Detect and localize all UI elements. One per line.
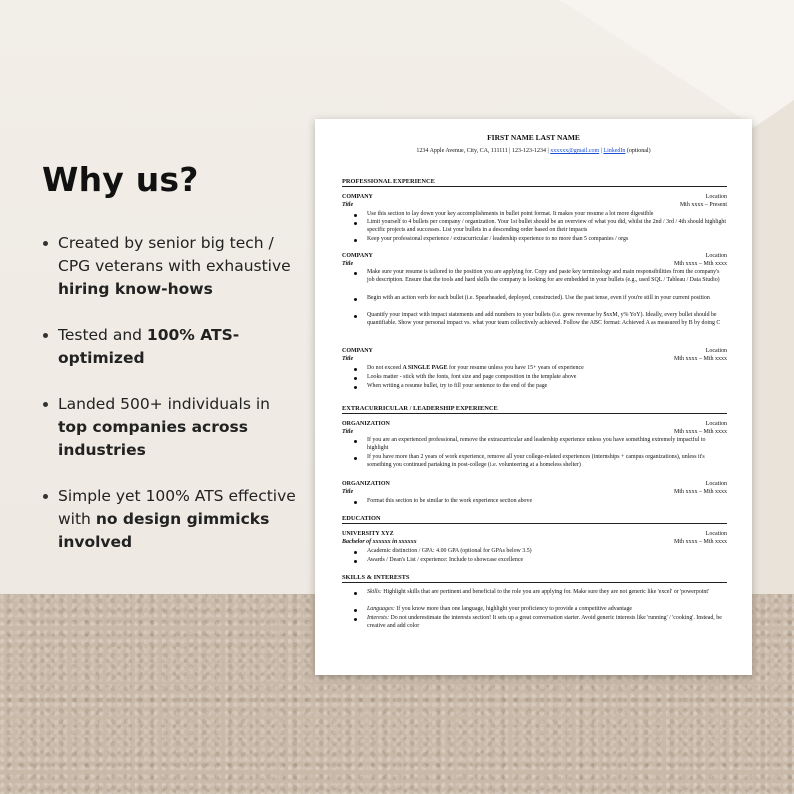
bullet-label: Interests: bbox=[367, 615, 390, 621]
benefit-text: Simple yet 100% ATS effective with bbox=[58, 487, 296, 528]
job-title: Title bbox=[342, 202, 354, 208]
company-name: COMPANY bbox=[342, 348, 373, 354]
resume-bullet: Limit yourself to 4 bullets per company / organization. Your 1st bullet should be an overview of what you did, whilst the 2nd / 3rd / 4th should highlight specific projects and successes. List your bullets in a descending order based on their impacts bbox=[367, 219, 727, 233]
resume-bullet: When writing a resume bullet, try to fill your sentence to the end of the page bbox=[367, 383, 727, 391]
resume-bullet: Academic distinction / GPA: 4.00 GPA (optional for GPAs below 3.5) bbox=[367, 548, 727, 556]
location: Location bbox=[705, 348, 727, 354]
company-name: COMPANY bbox=[342, 253, 373, 259]
resume-bullet bbox=[367, 589, 727, 597]
bullet-bold: A SINGLE PAGE bbox=[402, 365, 448, 371]
benefit-item bbox=[40, 324, 300, 370]
benefit-item bbox=[40, 485, 300, 554]
dates: Mth xxxx – Mth xxxx bbox=[673, 489, 727, 495]
bullet-text: If you know more than one language, highlight your proficiency to provide a competitive advantage bbox=[394, 606, 633, 612]
benefits-list bbox=[40, 232, 300, 577]
resume-bullet: Looks matter - stick with the fonts, font size and page composition in the template above bbox=[367, 374, 727, 382]
dates: Mth xxxx – Present bbox=[679, 202, 727, 208]
resume-bullet bbox=[367, 365, 727, 373]
resume-bullet: Format this section to be similar to the work experience section above bbox=[367, 498, 727, 506]
resume-bullet bbox=[367, 615, 727, 631]
benefit-bold: top companies across industries bbox=[58, 418, 248, 459]
organization-name: ORGANIZATION bbox=[342, 421, 390, 427]
benefit-item bbox=[40, 393, 300, 462]
resume-bullet: If you have more than 2 years of work experience, remove all your college-related experiences (internships + campus organizations), unless it's something you continued partaking in post-college (i.e. volunteering at a homeless shelter) bbox=[367, 454, 727, 470]
email-link[interactable]: xxxxxx@gmail.com bbox=[550, 148, 600, 154]
bullet-text: Highlight skills that are pertinent and beneficial to the role you are applying for. Make sure they are not generic like 'excel' or 'powerpoint' bbox=[381, 589, 710, 595]
contact-info: 1234 Apple Avenue, City, CA, 111111 | 123-123-1234 | bbox=[416, 148, 551, 154]
organization-name: ORGANIZATION bbox=[342, 481, 390, 487]
benefit-text: Landed 500+ individuals in bbox=[58, 395, 270, 413]
headline: Why us? bbox=[42, 160, 199, 199]
benefit-item bbox=[40, 232, 300, 301]
resume-name: FIRST NAME LAST NAME bbox=[487, 133, 580, 142]
resume-bullet bbox=[367, 606, 727, 614]
section-heading-education: EDUCATION bbox=[342, 515, 727, 524]
linkedin-link[interactable]: LinkedIn bbox=[603, 148, 626, 154]
location: Location bbox=[705, 481, 727, 487]
resume-bullet: Begin with an action verb for each bullet (i.e. Spearheaded, deployed, constructed). Use the past tense, even if you're still in your current position bbox=[367, 295, 727, 303]
company-name: COMPANY bbox=[342, 194, 373, 200]
contact-separator: | bbox=[599, 148, 604, 154]
resume-bullet: Make sure your resume is tailored to the position you are applying for. Copy and paste key terminology and main responsibilities from the company's job description. Ensure that the tools and hard skills the company is looking for are embedded in your bullets (e.g., used SQL / Tableau / Data Studio) bbox=[367, 269, 727, 285]
location: Location bbox=[705, 531, 727, 537]
bullet-text: Do not exceed bbox=[367, 365, 403, 371]
bullet-text: Do not underestimate the interests section! It sets up a great conversation starter. Avoid generic interests like 'running' / 'cooking'. Instead, be creative and add color bbox=[367, 615, 722, 629]
resume-bullet: Quantify your impact with impact statements and add numbers to your bullets (i.e. grew revenue by $xxM, y% YoY). Ideally, every bullet should be quantifiable. Show your personal impact vs. what your team collectively achieved. Follow the ABC format: Achieved A as measured by B by doing C bbox=[367, 312, 727, 328]
benefit-text: Created by senior big tech / CPG veterans with exhaustive bbox=[58, 234, 291, 275]
job-title: Title bbox=[342, 429, 354, 435]
location: Location bbox=[705, 253, 727, 259]
job-title: Title bbox=[342, 489, 354, 495]
benefit-bold: no design gimmicks involved bbox=[58, 510, 270, 551]
dates: Mth xxxx – Mth xxxx bbox=[673, 261, 727, 267]
resume-bullet: Awards / Dean's List / experience: Include to showcase excellence bbox=[367, 557, 727, 565]
bullet-label: Skills: bbox=[367, 589, 382, 595]
resume-bullet: If you are an experienced professional, remove the extracurricular and leadership experience unless you have something extremely impactful to highlight bbox=[367, 437, 727, 453]
dates: Mth xxxx – Mth xxxx bbox=[673, 539, 727, 545]
section-heading-skills: SKILLS & INTERESTS bbox=[342, 574, 727, 583]
section-heading-extracurricular: EXTRACURRICULAR / LEADERSHIP EXPERIENCE bbox=[342, 405, 727, 414]
job-title: Title bbox=[342, 356, 354, 362]
location: Location bbox=[705, 194, 727, 200]
school-name: UNIVERSITY XYZ bbox=[342, 531, 394, 537]
benefit-bold: hiring know-hows bbox=[58, 280, 213, 298]
location: Location bbox=[705, 421, 727, 427]
benefit-bold: 100% ATS-optimized bbox=[58, 326, 240, 367]
resume-bullet: Keep your professional experience / extracurricular / leadership experience to no more than 5 companies / orgs bbox=[367, 236, 727, 244]
bullet-label: Languages: bbox=[367, 606, 395, 612]
resume-bullet: Use this section to lay down your key accomplishments in bullet point format. It makes your resume a lot more digestible bbox=[367, 211, 727, 219]
resume-contact bbox=[315, 148, 752, 154]
contact-optional: (optional) bbox=[625, 148, 651, 154]
dates: Mth xxxx – Mth xxxx bbox=[673, 429, 727, 435]
benefit-text: Tested and bbox=[58, 326, 147, 344]
section-heading-experience: PROFESSIONAL EXPERIENCE bbox=[342, 178, 727, 187]
bullet-text: for your resume unless you have 15+ years of experience bbox=[447, 365, 584, 371]
resume-page bbox=[315, 119, 752, 675]
job-title: Title bbox=[342, 261, 354, 267]
degree: Bachelor of xxxxxx in xxxxxx bbox=[342, 539, 417, 545]
dates: Mth xxxx – Mth xxxx bbox=[673, 356, 727, 362]
